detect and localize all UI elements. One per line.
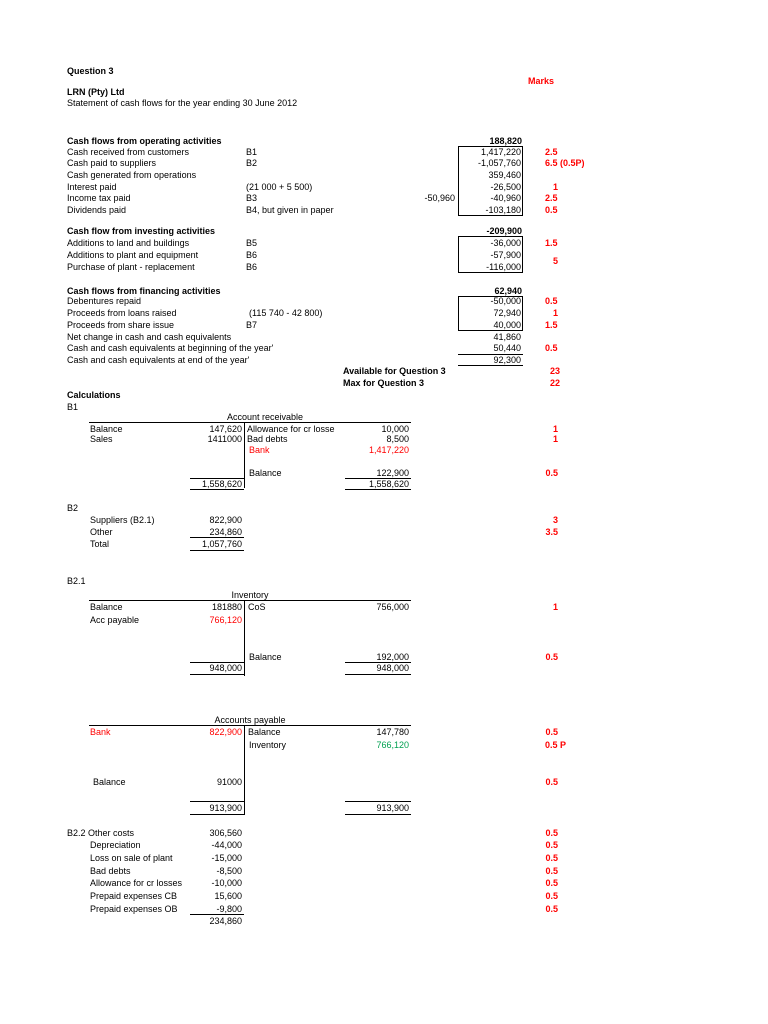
inventory-mark: 1 <box>552 602 558 612</box>
investing-total: -209,900 <box>486 226 522 236</box>
t-account-divider <box>244 600 245 676</box>
payable-dr-value: 91000 <box>216 777 242 787</box>
b2-mark: 3 <box>552 515 558 525</box>
operating-total: 188,820 <box>489 136 522 146</box>
payable-mark: 0.5 <box>545 727 558 737</box>
b1-label: B1 <box>67 402 79 412</box>
payable-title: Accounts payable <box>214 715 286 725</box>
rule <box>190 489 244 490</box>
investing-group-mark: 5 <box>553 256 559 266</box>
opening-cash-mark: 0.5 <box>545 343 558 353</box>
inventory-dr-value: 766,120 <box>209 615 242 625</box>
payable-cr-label: Balance <box>248 727 281 737</box>
rule <box>345 489 411 490</box>
financing-mark: 0.5 <box>545 296 558 306</box>
b1-cr-label: Bad debts <box>247 434 288 444</box>
financing-total: 62,940 <box>494 286 522 296</box>
financing-value: 72,940 <box>493 308 521 318</box>
t-account-top-rule <box>89 725 411 726</box>
inventory-cr-label: CoS <box>248 602 266 612</box>
b1-mark: 1 <box>552 434 558 444</box>
inventory-cr-value: 192,000 <box>376 652 409 662</box>
financing-mark: 1 <box>553 308 559 318</box>
t-account-top-rule <box>89 422 411 423</box>
operating-label: Interest paid <box>67 182 117 192</box>
inventory-mark: 0.5 <box>545 652 558 662</box>
b22-row-label: Depreciation <box>90 840 141 850</box>
operating-ref: (21 000 + 5 500) <box>246 182 313 192</box>
b1-dr-label: Balance <box>90 424 123 434</box>
b22-row-value: 15,600 <box>214 891 242 901</box>
operating-label: Income tax paid <box>67 193 131 203</box>
b22-row-label: Prepaid expenses CB <box>90 891 178 901</box>
rule <box>190 537 244 538</box>
opening-cash-value: 50,440 <box>493 343 521 353</box>
investing-mark: 1.5 <box>545 238 558 248</box>
investing-label: Purchase of plant - replacement <box>67 262 195 272</box>
operating-value: -103,180 <box>485 205 521 215</box>
inventory-dr-total: 948,000 <box>209 663 242 673</box>
b22-mark: 0.5 <box>545 853 558 863</box>
b2-row-label: Total <box>90 539 110 549</box>
rule <box>190 914 244 915</box>
operating-ref: B1 <box>246 147 258 157</box>
t-account-divider <box>244 725 245 815</box>
b22-mark: 0.5 <box>545 904 558 914</box>
payable-dr-total: 913,900 <box>209 803 242 813</box>
company-name: LRN (Pty) Ltd <box>67 87 125 97</box>
b2-row-label: Other <box>90 527 113 537</box>
operating-value: 359,460 <box>488 170 521 180</box>
payable-cr-total: 913,900 <box>376 803 409 813</box>
b1-dr-value: 147,620 <box>209 424 242 434</box>
financing-heading: Cash flows from financing activities <box>67 286 221 296</box>
payable-dr-label: Bank <box>90 727 111 737</box>
rule <box>345 814 411 815</box>
net-change-label: Net change in cash and cash equivalents <box>67 332 232 342</box>
inventory-cr-total: 948,000 <box>376 663 409 673</box>
t-account-divider <box>244 422 245 488</box>
rule <box>345 674 411 675</box>
b21-label: B2.1 <box>67 576 86 586</box>
max-marks: 22 <box>549 378 560 388</box>
b2-row-value: 1,057,760 <box>201 539 242 549</box>
b2-row-label: Suppliers (B2.1) <box>90 515 155 525</box>
available-marks: 23 <box>549 366 560 376</box>
rule <box>190 550 244 551</box>
b1-cr-label: Allowance for cr losse <box>247 424 335 434</box>
operating-label: Cash generated from operations <box>67 170 197 180</box>
b1-cr-total: 1,558,620 <box>368 479 409 489</box>
b22-mark: 0.5 <box>545 878 558 888</box>
rule <box>190 814 244 815</box>
financing-mark: 1.5 <box>545 320 558 330</box>
operating-mark: 0.5 <box>545 205 558 215</box>
closing-cash-value: 92,300 <box>493 355 521 365</box>
b1-mark: 0.5 <box>545 468 558 478</box>
b22-first-value: 306,560 <box>209 828 242 838</box>
inventory-title: Inventory <box>231 590 269 600</box>
investing-ref: B5 <box>246 238 258 248</box>
b22-row-label: Bad debts <box>90 866 131 876</box>
b1-dr-label: Sales <box>90 434 113 444</box>
payable-cr-value: 147,780 <box>376 727 409 737</box>
financing-label: Proceeds from loans raised <box>67 308 177 318</box>
b22-total: 234,860 <box>209 916 242 926</box>
available-label: Available for Question 3 <box>343 366 446 376</box>
b1-mark: 1 <box>552 424 558 434</box>
b1-cr-value: 8,500 <box>386 434 409 444</box>
rule <box>190 674 244 675</box>
b2-label: B2 <box>67 503 79 513</box>
operating-mark: 1 <box>553 182 559 192</box>
b2-row-value: 822,900 <box>209 515 242 525</box>
b22-row-value: -44,000 <box>211 840 242 850</box>
financing-ref: (115 740 - 42 800) <box>249 308 323 318</box>
b22-mark: 0.5 <box>545 866 558 876</box>
operating-value: -40,960 <box>490 193 521 203</box>
b1-account-title: Account receivable <box>226 412 304 422</box>
payable-dr-value: 822,900 <box>209 727 242 737</box>
operating-mark: 2.5 <box>545 147 558 157</box>
operating-label: Cash paid to suppliers <box>67 158 157 168</box>
investing-value: -116,000 <box>486 262 521 272</box>
b2-row-value: 234,860 <box>209 527 242 537</box>
b22-row-label: Allowance for cr losses <box>90 878 183 888</box>
rule <box>345 801 411 802</box>
investing-ref: B6 <box>246 262 258 272</box>
inventory-cr-label: Balance <box>249 652 282 662</box>
financing-value: -50,000 <box>490 296 521 306</box>
operating-label: Dividends paid <box>67 205 127 215</box>
calculations-heading: Calculations <box>67 390 121 400</box>
financing-ref: B7 <box>246 320 258 330</box>
operating-mark: 2.5 <box>545 193 558 203</box>
b22-label: B2.2 Other costs <box>67 828 135 838</box>
b22-row-label: Loss on sale of plant <box>90 853 173 863</box>
operating-value: -26,500 <box>490 182 521 192</box>
b1-dr-value: 1411000 <box>207 434 242 444</box>
investing-value: -36,000 <box>490 238 521 248</box>
operating-heading: Cash flows from operating activities <box>67 136 222 146</box>
operating-value: 1,417,220 <box>480 147 521 157</box>
marks-heading: Marks <box>528 76 555 86</box>
net-change-value: 41,860 <box>493 332 521 342</box>
b22-row-value: -8,500 <box>216 866 242 876</box>
b1-cr-value: 1,417,220 <box>368 445 409 455</box>
financing-label: Proceeds from share issue <box>67 320 175 330</box>
investing-value: -57,900 <box>490 250 521 260</box>
payable-mark: 0.5 <box>545 777 558 787</box>
financing-label: Debentures repaid <box>67 296 142 306</box>
inventory-dr-value: 181880 <box>211 602 242 612</box>
b22-mark: 0.5 <box>545 891 558 901</box>
b22-row-value: -15,000 <box>211 853 242 863</box>
payable-cr-label: Inventory <box>249 740 287 750</box>
question-title: Question 3 <box>67 66 114 76</box>
max-label: Max for Question 3 <box>343 378 425 388</box>
b22-row-label: Prepaid expenses OB <box>90 904 178 914</box>
rule <box>458 365 523 366</box>
tax-working-value: -50,960 <box>424 193 455 203</box>
inventory-dr-label: Acc payable <box>90 615 140 625</box>
b22-row-value: -9,800 <box>216 904 242 914</box>
investing-label: Additions to plant and equipment <box>67 250 199 260</box>
operating-ref: B4, but given in paper <box>246 205 334 215</box>
b1-cr-label: Bank <box>249 445 270 455</box>
inventory-cr-value: 756,000 <box>376 602 409 612</box>
t-account-top-rule <box>89 600 411 601</box>
payable-mark: 0.5 P <box>545 740 567 750</box>
operating-ref: B2 <box>246 158 258 168</box>
payable-cr-value: 766,120 <box>376 740 409 750</box>
statement-title: Statement of cash flows for the year ending 30 June 2012 <box>67 98 298 108</box>
payable-dr-label: Balance <box>93 777 126 787</box>
b22-mark: 0.5 <box>545 828 558 838</box>
investing-ref: B6 <box>246 250 258 260</box>
b1-cr-value: 10,000 <box>381 424 409 434</box>
inventory-dr-label: Balance <box>90 602 123 612</box>
b22-row-value: -10,000 <box>211 878 242 888</box>
closing-cash-label: Cash and cash equivalents at end of the year' <box>67 355 250 365</box>
b1-cr-label: Balance <box>249 468 282 478</box>
operating-label: Cash received from customers <box>67 147 190 157</box>
b1-dr-total: 1,558,620 <box>201 479 242 489</box>
operating-mark: 6.5 (0.5P) <box>545 158 585 168</box>
b22-mark: 0.5 <box>545 840 558 850</box>
b2-mark: 3.5 <box>545 527 558 537</box>
investing-heading: Cash flow from investing activities <box>67 226 216 236</box>
investing-label: Additions to land and buildings <box>67 238 190 248</box>
rule <box>190 801 244 802</box>
b1-cr-value: 122,900 <box>376 468 409 478</box>
operating-ref: B3 <box>246 193 258 203</box>
operating-value: -1,057,760 <box>477 158 521 168</box>
opening-cash-label: Cash and cash equivalents at beginning of the year' <box>67 343 274 353</box>
financing-value: 40,000 <box>493 320 521 330</box>
